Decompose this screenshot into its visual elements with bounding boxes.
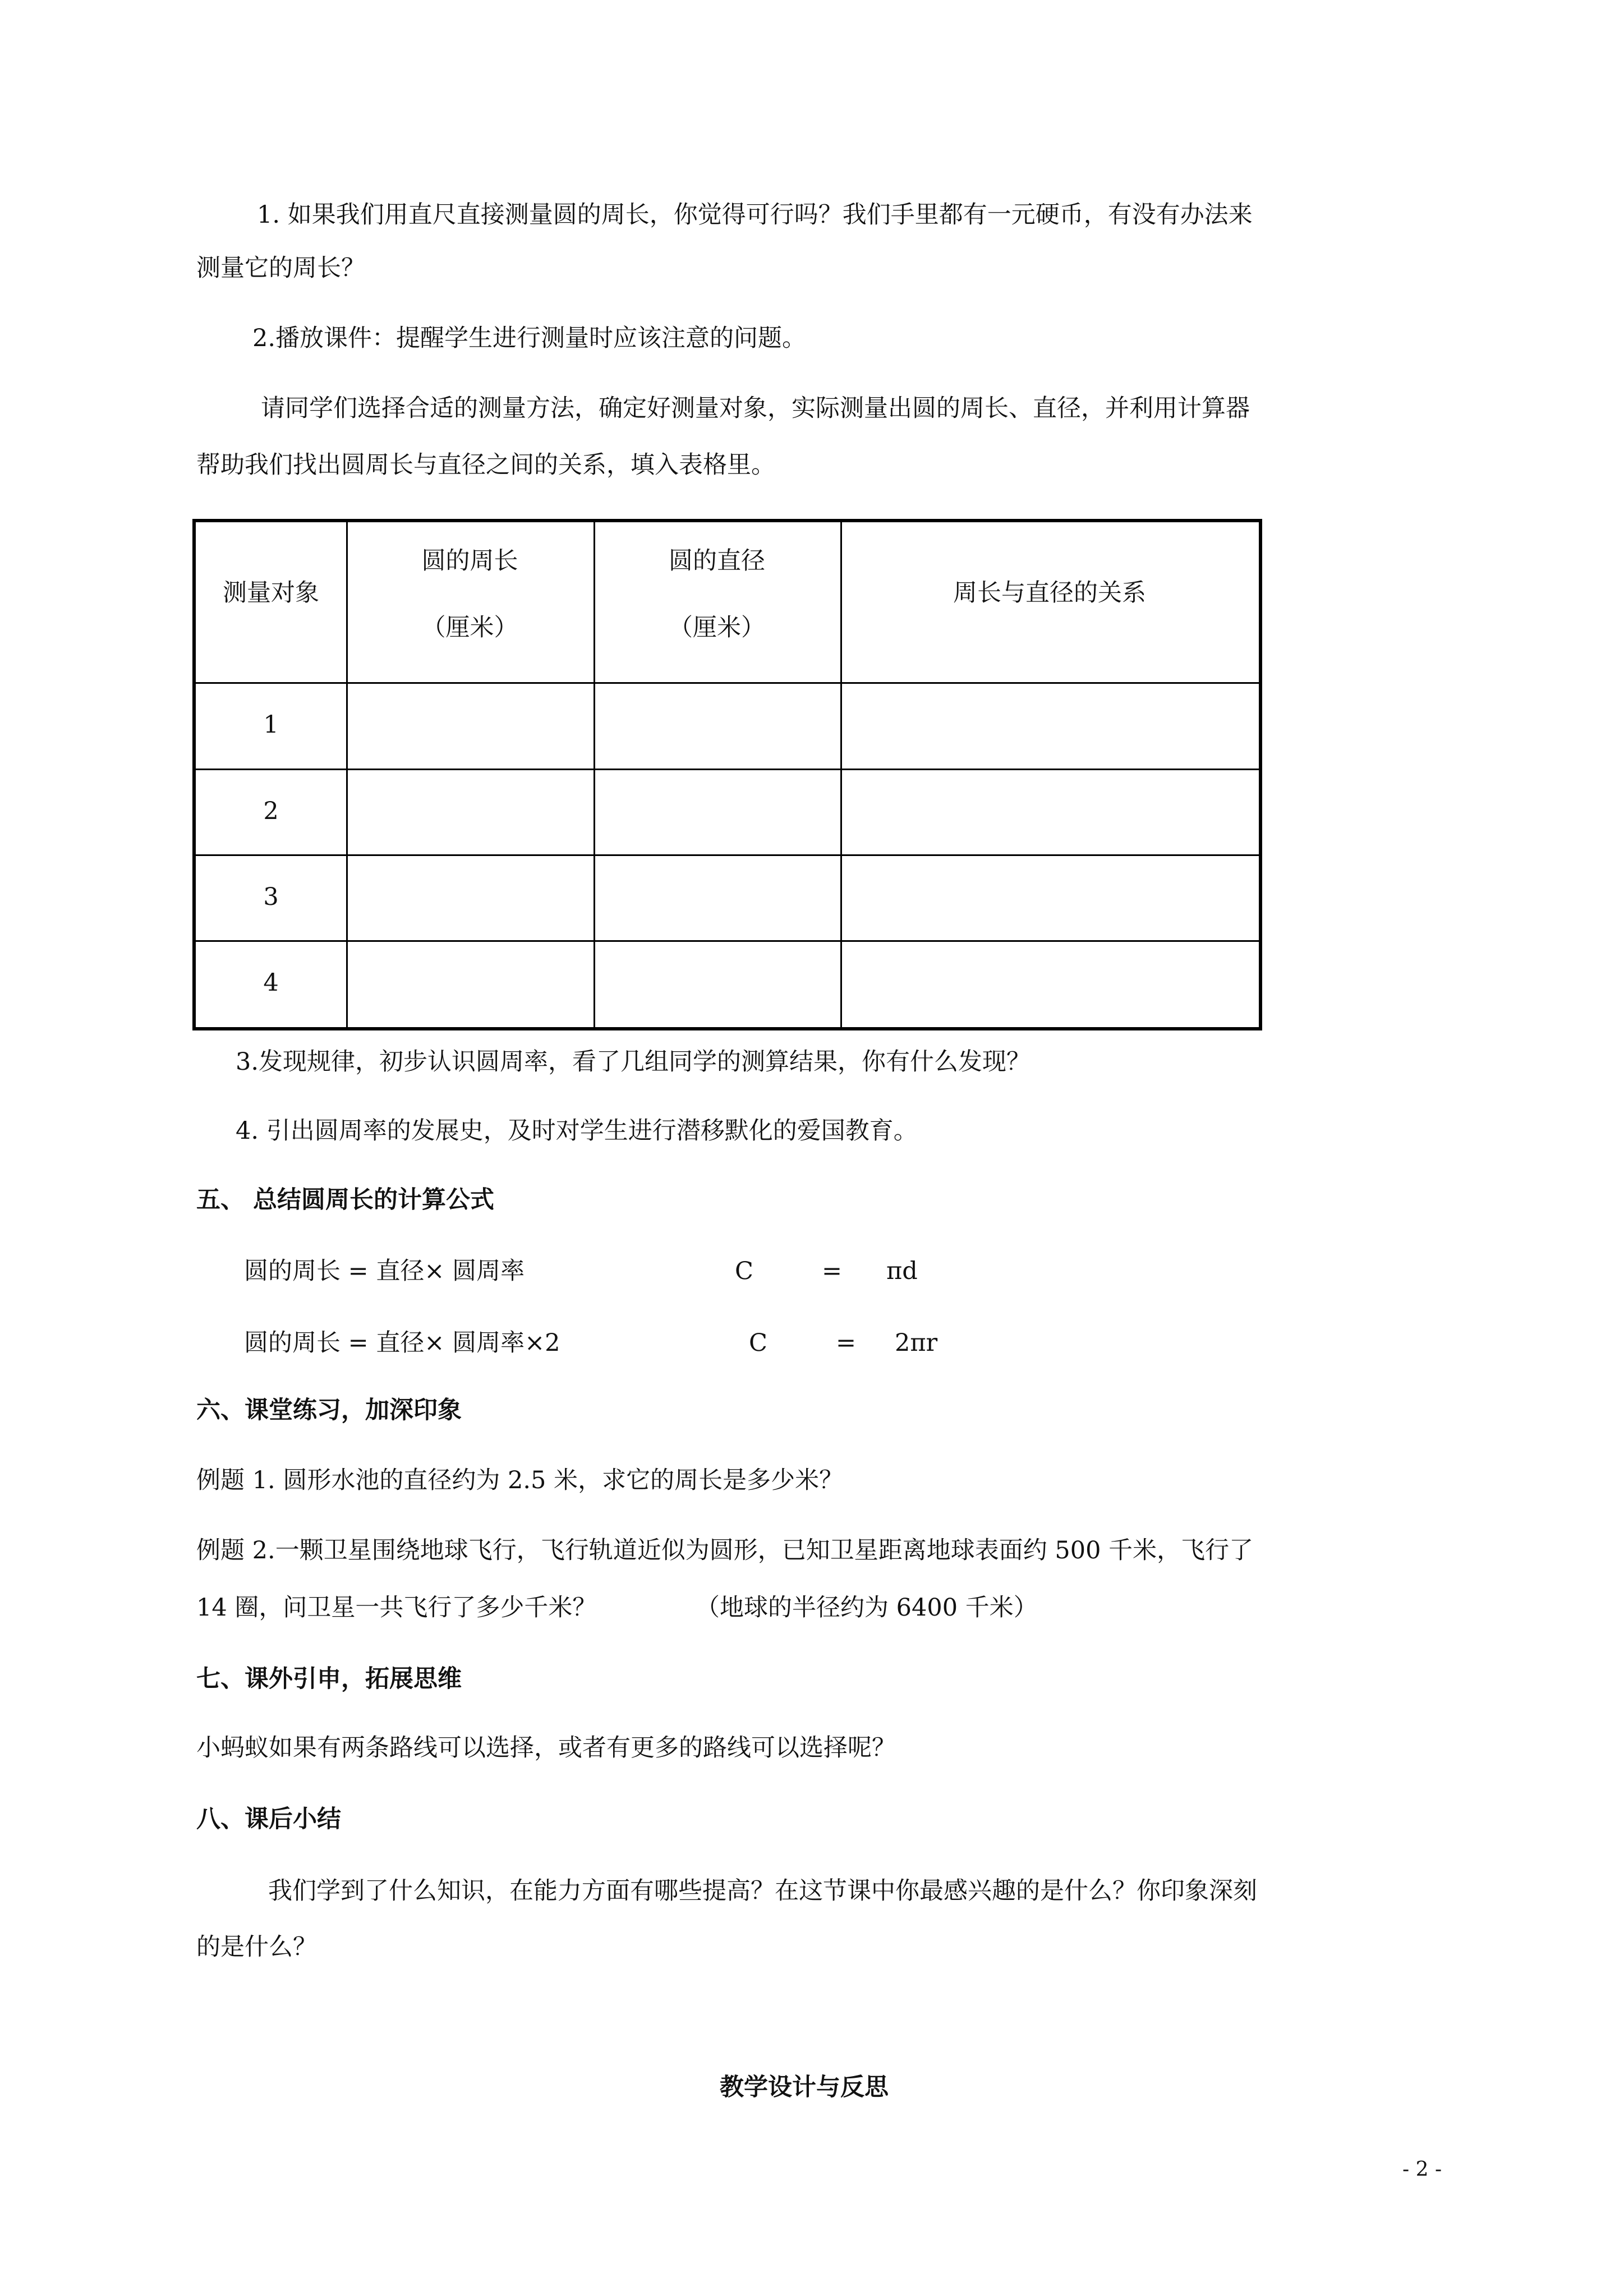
section-title: 教学设计与反思 [720,2073,889,2101]
table-row-number: 3 [263,883,279,911]
table-header-object: 测量对象 [223,579,319,607]
section-7-text: 小蚂蚁如果有两条路线可以选择，或者有更多的路线可以选择呢？ [196,1734,896,1762]
formula-2-text: 圆的周长 = 直径× 圆周率×2 [244,1329,560,1357]
paragraph-4: 3.发现规律，初步认识圆周率，看了几组同学的测算结果，你有什么发现？ [236,1048,1031,1076]
formula-2-expression: 2πr [895,1329,938,1357]
table-row-number: 1 [263,711,279,739]
table-divider [196,940,1259,942]
example-2-note: （地球的半径约为 6400 千米） [696,1594,1038,1622]
table-header-circumference-unit: （厘米） [421,614,518,642]
summary-line-2: 的是什么？ [196,1933,317,1961]
table-divider [594,522,595,1027]
table-divider [196,769,1259,770]
formula-1-expression: πd [886,1257,918,1285]
paragraph-1-line-2: 测量它的周长？ [196,254,365,282]
table-header-circumference: 圆的周长 [421,547,518,575]
formula-2-equals: = [836,1329,857,1357]
table-divider [196,682,1259,684]
paragraph-2: 2.播放课件：提醒学生进行测量时应该注意的问题。 [252,324,807,352]
table-divider [346,522,348,1027]
formula-1-text: 圆的周长 = 直径× 圆周率 [244,1257,525,1285]
example-1: 例题 1. 圆形水池的直径约为 2.5 米，求它的周长是多少米？ [196,1466,844,1494]
paragraph-1-line-1: 1. 如果我们用直尺直接测量圆的周长，你觉得可行吗？我们手里都有一元硬币，有没有办法来 [257,201,1253,229]
table-row-number: 4 [263,969,279,997]
section-8-heading: 八、课后小结 [196,1805,341,1833]
paragraph-5: 4. 引出圆周率的发展史，及时对学生进行潜移默化的爱国教育。 [236,1117,918,1145]
page-number: - 2 - [1402,2158,1442,2181]
formula-1-c: C [735,1257,753,1285]
paragraph-3-line-2: 帮助我们找出圆周长与直径之间的关系，填入表格里。 [196,451,775,479]
measurement-table [192,519,1262,1030]
section-6-heading: 六、课堂练习，加深印象 [196,1396,462,1424]
table-header-diameter: 圆的直径 [669,547,765,575]
table-row-number: 2 [263,797,279,825]
summary-line-1: 我们学到了什么知识，在能力方面有哪些提高？在这节课中你最感兴趣的是什么？你印象深刻 [268,1877,1257,1905]
formula-1-equals: = [822,1257,843,1285]
formula-2-c: C [749,1329,767,1357]
example-2-line-2: 14 圈，问卫星一共飞行了多少千米？ [196,1594,597,1622]
table-header-diameter-unit: （厘米） [669,614,765,642]
section-5-heading: 五、 总结圆周长的计算公式 [196,1186,494,1214]
section-7-heading: 七、课外引申，拓展思维 [196,1665,462,1693]
example-2-line-1: 例题 2.一颗卫星围绕地球飞行，飞行轨道近似为圆形，已知卫星距离地球表面约 500 千米，飞行了 [196,1536,1254,1565]
paragraph-3-line-1: 请同学们选择合适的测量方法，确定好测量对象，实际测量出圆的周长、直径，并利用计算器 [261,394,1250,422]
table-divider [196,854,1259,856]
table-header-relation: 周长与直径的关系 [953,579,1146,607]
